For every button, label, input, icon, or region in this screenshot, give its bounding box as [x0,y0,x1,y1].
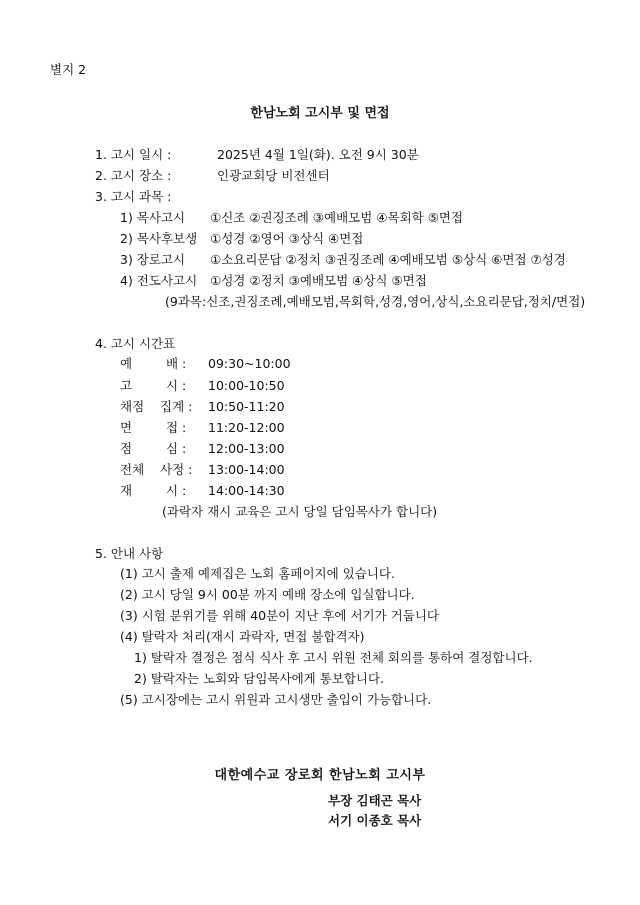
schedule-row [120,441,285,457]
subjects-label: 3. 고시 과목 : [95,189,172,204]
schedule-row-b: 접 : [166,420,187,435]
schedule-row-a: 채점 [120,399,145,414]
schedule-row-time: 14:00-14:30 [208,483,285,498]
subject-row [120,210,463,226]
guide-sub-item: 1) 탈락자 결정은 점식 식사 후 고시 위원 전체 회의를 통하여 결정합니다. [134,650,533,665]
exam-date-row [95,147,419,163]
subject-value: ①소요리문답 ②정치 ③권징조례 ④예배모범 ⑤상식 ⑥면접 ⑦성경 [210,252,566,267]
guide-item: (1) 고시 출제 예제집은 노회 홈페이지에 있습니다. [120,566,395,581]
subject-name: 2) 목사후보생 [120,231,198,246]
subject-row [120,273,427,289]
schedule-row-time: 11:20-12:00 [208,420,285,435]
schedule-row-a: 점 [120,441,133,456]
schedule-row [120,356,291,372]
guide-item: (2) 고시 당일 9시 00분 까지 예배 장소에 입실합니다. [120,587,415,602]
subject-row [120,231,363,247]
subject-row [120,252,566,268]
subject-value: ①신조 ②권징조례 ③예배모범 ④목회학 ⑤면접 [210,210,464,225]
subject-name: 4) 전도사고시 [120,273,198,288]
exam-date-label: 1. 고시 일시 : [95,147,172,162]
exam-place-value: 인광교회당 비전센터 [217,168,330,183]
schedule-row-a: 전체 [120,462,145,477]
schedule-note: (과락자 재시 교육은 고시 당일 담임목사가 합니다) [162,504,438,519]
annex-label: 별지 2 [50,62,87,77]
guide-label: 5. 안내 사항 [95,546,164,561]
schedule-label: 4. 고시 시간표 [95,336,176,351]
schedule-row-a: 예 [120,356,133,371]
schedule-row [120,483,285,499]
exam-place-label: 2. 고시 장소 : [95,168,172,183]
schedule-row-b: 배 : [166,356,187,371]
exam-date-value: 2025년 4월 1일(화). 오전 9시 30분 [217,147,419,162]
schedule-row [120,378,285,394]
schedule-row [120,420,285,436]
schedule-row [120,462,285,478]
schedule-row-b: 시 : [166,378,187,393]
guide-sub-item: 2) 탈락자는 노회와 담임목사에게 통보합니다. [134,671,385,686]
schedule-row-b: 시 : [166,483,187,498]
footer-chair: 부장 김태곤 목사 [328,793,422,808]
exam-place-row [95,168,330,184]
document-title: 한남노회 고시부 및 면접 [250,106,390,121]
guide-item: (4) 탈락자 처리(재시 과락자, 면접 불합격자) [120,629,365,644]
schedule-row-time: 09:30~10:00 [208,356,291,371]
schedule-row-a: 면 [120,420,133,435]
schedule-row-a: 고 [120,378,133,393]
schedule-row-b: 심 : [166,441,187,456]
subjects-note: (9과목:신조,권징조례,예배모범,목회학,성경,영어,상식,소요리문답,정치/면접) [165,294,586,309]
footer-secretary: 서기 이종호 목사 [328,813,422,828]
guide-item: (5) 고시장에는 고시 위원과 고시생만 출입이 가능합니다. [120,692,432,707]
subject-name: 3) 장로고시 [120,252,186,267]
schedule-row-time: 10:50-11:20 [208,399,285,414]
subject-value: ①성경 ②정치 ③예배모범 ④상식 ⑤면접 [210,273,427,288]
schedule-row-time: 13:00-14:00 [208,462,285,477]
footer-organization: 대한예수교 장로회 한남노회 고시부 [214,768,426,783]
guide-item: (3) 시험 분위기를 위해 40분이 지난 후에 서기가 거둡니다 [120,608,439,623]
subject-value: ①성경 ②영어 ③상식 ④면접 [210,231,364,246]
subject-name: 1) 목사고시 [120,210,186,225]
schedule-row-b: 집계 : [160,399,193,414]
schedule-row [120,399,285,415]
schedule-row-a: 재 [120,483,133,498]
schedule-row-b: 사정 : [160,462,193,477]
schedule-row-time: 10:00-10:50 [208,378,285,393]
schedule-row-time: 12:00-13:00 [208,441,285,456]
